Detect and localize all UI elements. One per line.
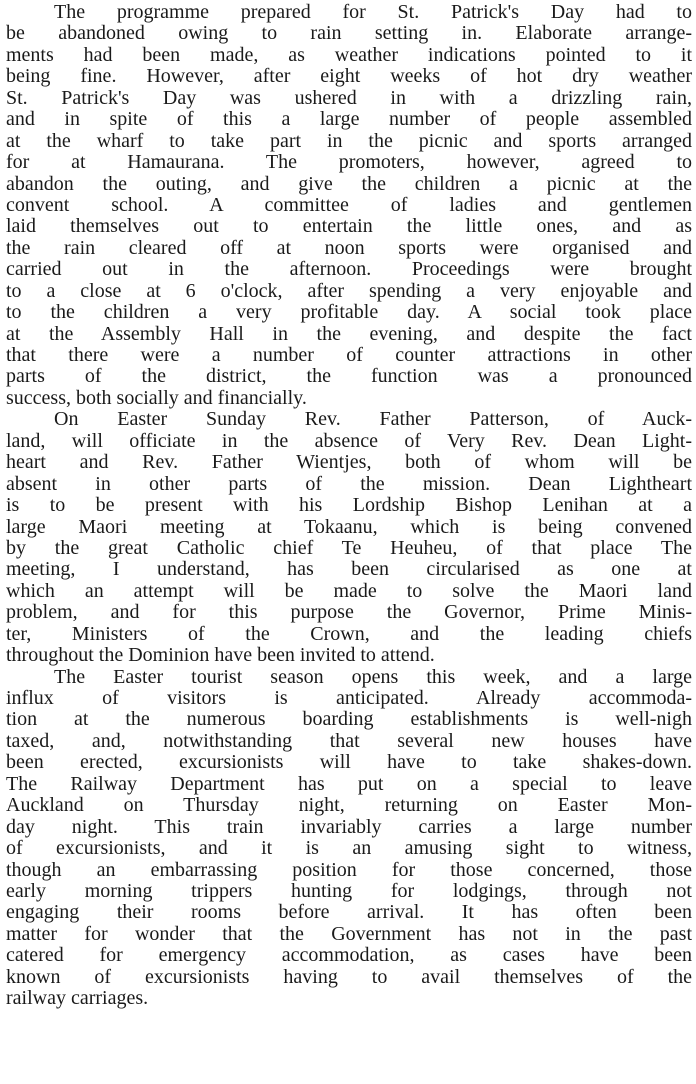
text-line: matter for wonder that the Government has not in the past [6, 923, 692, 945]
text-line: absent in other parts of the mission. Dean Lightheart [6, 473, 692, 495]
text-line: ments had been made, as weather indications pointed to it [6, 44, 692, 66]
text-line: is to be present with his Lordship Bishop Lenihan at a [6, 495, 692, 517]
text-line: by the great Catholic chief Te Heuheu, of that place The [6, 537, 692, 559]
text-line: the rain cleared off at noon sports were organised and [6, 237, 692, 259]
text-line: being fine. However, after eight weeks of hot dry weather [6, 66, 692, 88]
text-line: to a close at 6 o'clock, after spending a very enjoyable and [6, 280, 692, 302]
text-line: be abandoned owing to rain setting in. Elaborate arrange- [6, 23, 692, 45]
paragraph [6, 667, 692, 1010]
text-line: carried out in the afternoon. Proceedings were brought [6, 259, 692, 281]
text-line: throughout the Dominion have been invited to attend. [6, 645, 435, 667]
text-line: known of excursionists having to avail themselves of the [6, 966, 692, 988]
text-line: at the Assembly Hall in the evening, and despite the fact [6, 323, 692, 345]
text-line: problem, and for this purpose the Governor, Prime Minis- [6, 602, 692, 624]
text-line: The Easter tourist season opens this week, and a large [54, 666, 692, 688]
paragraph [6, 409, 692, 666]
text-line: abandon the outing, and give the children a picnic at the [6, 173, 692, 195]
text-line: for at Hamaurana. The promoters, however, agreed to [6, 152, 692, 174]
text-line: large Maori meeting at Tokaanu, which is being convened [6, 516, 692, 538]
text-line: The Railway Department has put on a special to leave [6, 773, 692, 795]
text-line: taxed, and, notwithstanding that several new houses have [6, 730, 692, 752]
text-line: heart and Rev. Father Wientjes, both of whom will be [6, 452, 692, 474]
text-line: of excursionists, and it is an amusing sight to witness, [6, 838, 692, 860]
paragraph [6, 2, 692, 409]
text-line: laid themselves out to entertain the little ones, and as [6, 216, 692, 238]
text-line: and in spite of this a large number of people assembled [6, 109, 692, 131]
text-line: to the children a very profitable day. A social took place [6, 302, 692, 324]
text-line: at the wharf to take part in the picnic and sports arranged [6, 130, 692, 152]
text-line: railway carriages. [6, 988, 149, 1010]
text-line: On Easter Sunday Rev. Father Patterson, of Auck- [54, 409, 692, 431]
text-line: ter, Ministers of the Crown, and the leading chiefs [6, 623, 692, 645]
text-line: engaging their rooms before arrival. It has often been [6, 902, 692, 924]
text-line: tion at the numerous boarding establishments is well-nigh [6, 709, 692, 731]
text-line: success, both socially and financially. [6, 387, 307, 409]
text-line: catered for emergency accommodation, as cases have been [6, 945, 692, 967]
text-line: meeting, I understand, has been circularised as one at [6, 559, 692, 581]
text-line: Auckland on Thursday night, returning on Easter Mon- [6, 795, 692, 817]
text-line: been erected, excursionists will have to take shakes-down. [6, 752, 692, 774]
text-line: influx of visitors is anticipated. Already accommoda- [6, 688, 692, 709]
article-body [6, 2, 692, 1010]
text-line: The programme prepared for St. Patrick's Day had to [54, 2, 692, 23]
text-line: St. Patrick's Day was ushered in with a drizzling rain, [6, 87, 692, 109]
text-line: early morning trippers hunting for lodgings, through not [6, 880, 692, 902]
text-line: land, will officiate in the absence of Very Rev. Dean Light- [6, 430, 692, 452]
text-line: convent school. A committee of ladies and gentlemen [6, 194, 692, 216]
text-line: that there were a number of counter attractions in other [6, 345, 692, 366]
text-line: parts of the district, the function was a pronounced [6, 366, 692, 388]
text-line: which an attempt will be made to solve the Maori land [6, 580, 692, 602]
text-line: though an embarrassing position for those concerned, those [6, 859, 692, 881]
text-line: day night. This train invariably carries a large number [6, 816, 692, 838]
